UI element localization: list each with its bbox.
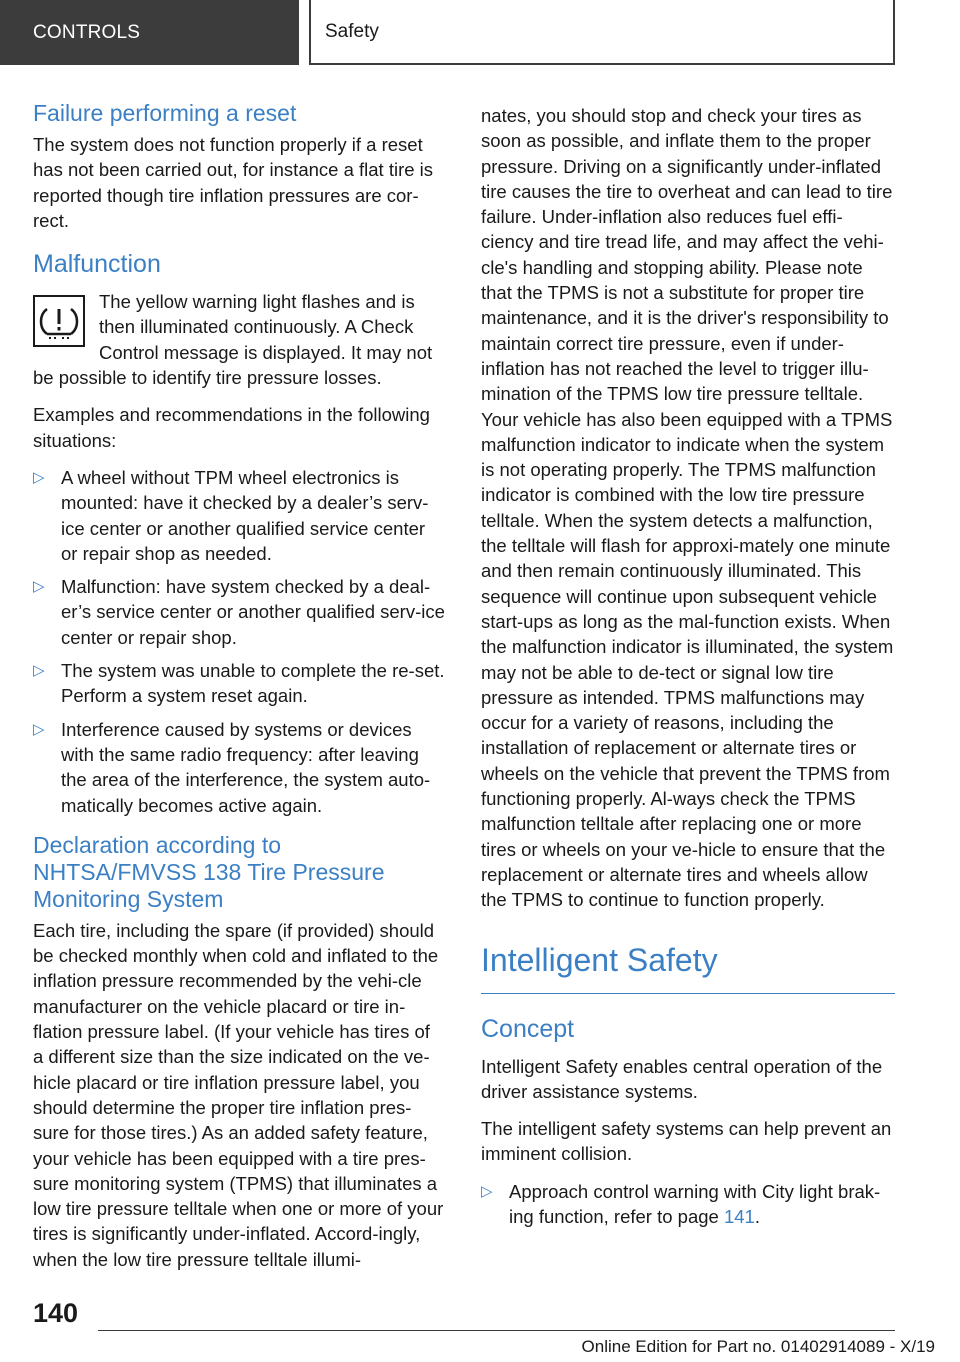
declaration-heading: Declaration according to NHTSA/FMVSS 138 Tire Pressure Monitoring System <box>33 831 385 912</box>
list-item: ▷ The system was unable to complete the re-set. Perform a system reset again. <box>33 660 445 707</box>
list-item: ▷ Interference caused by systems or devices with the same radio frequency: after leaving the area of the interference, the system auto-matically becomes active again. <box>33 718 431 816</box>
concept-paragraph-2: The intelligent safety systems can help prevent an imminent collision. <box>481 1118 892 1165</box>
header-tab-controls <box>0 0 299 65</box>
list-item: ▷ A wheel without TPM wheel electronics is mounted: have it checked by a dealer’s serv-ice center or another qualified service center or repair shop as needed. <box>33 466 429 564</box>
list-item: ▷ Malfunction: have system checked by a deal-er’s service center or another qualified serv-ice center or repair shop. <box>33 576 445 648</box>
examples-intro: Examples and recommendations in the following situations: <box>33 404 430 451</box>
triangle-bullet-icon: ▷ <box>33 578 45 596</box>
left-column <box>33 100 445 1284</box>
edition-footer: Online Edition for Part no. 01402914089 - X/19 <box>581 1337 935 1356</box>
reset-paragraph: The system does not function properly if a reset has not been carried out, for instance a flat tire is reported though tire inflation pressures are cor-rect. <box>33 134 434 231</box>
malfunction-block <box>33 289 445 390</box>
triangle-bullet-icon: ▷ <box>481 1182 493 1200</box>
declaration-paragraph: Each tire, including the spare (if provided) should be checked monthly when cold and inflated to the inflation pressure recommended by the vehi-cle manufacturer on the vehicle placard or tire in-flation pressure label. (If your vehicle has tires of a different size than the size indicated on the ve-hicle placard or tire inflation pressure label, you should determine the proper tire inflation pres-sure for those tires.) As an added safety feature, your vehicle has been equipped with a tire pres-sure monitoring system (TPMS) that illuminates a low tire pressure telltale when one or more of your tires is significantly under-inflated. Accord-ingly, when the low tire pressure telltale illumi- <box>33 919 444 1270</box>
page-reference-link[interactable]: 141 <box>723 1205 755 1227</box>
concept-paragraph-1: Intelligent Safety enables central operation of the driver assistance systems. <box>481 1055 883 1102</box>
header-tab-label: CONTROLS <box>33 21 141 43</box>
malfunction-bullet-list <box>33 465 445 818</box>
header-section <box>311 0 895 65</box>
triangle-bullet-icon: ▷ <box>33 468 45 486</box>
concept-bullet-list <box>481 1179 895 1230</box>
concept-heading: Concept <box>481 1014 575 1043</box>
declaration-continued-paragraph: nates, you should stop and check your tires as soon as possible, and inflate them to the proper pressure. Driving on a significantly under-inflated tire causes the tire to overheat and can lead to tire failure. Under-inflation also reduces fuel effi-ciency and tire tread life, and may affect the vehi-cle's handling and stopping ability. Please note that the TPMS is not a substitute for proper tire maintenance, and it is the driver's responsibility to maintain correct tire pressure, even if under-inflation has not reached the level to trigger illu-mination of the TPMS low tire pressure telltale. Your vehicle has also been equipped with a TPMS malfunction indicator to indicate when the system is not operating properly. The TPMS malfunction indicator is combined with the low tire pressure telltale. When the system detects a malfunction, the telltale will flash for approxi-mately one minute and then remain continuously illuminated. This sequence will continue upon subsequent vehicle start-ups as long as the mal-function exists. When the malfunction indicator is illuminated, the system may not be able to de-tect or signal low tire pressure as intended. TPMS malfunctions may occur for a variety of reasons, including the installation of replacement or alternate tires or wheels on the vehicle that prevent the TPMS from functioning properly. Al-ways check the TPMS malfunction telltale after replacing one or more tires or wheels on your ve-hicle to ensure that the replacement or alternate tires and wheels allow the TPMS to continue to function properly. <box>481 105 894 911</box>
reset-heading: Failure performing a reset <box>33 100 297 126</box>
header-section-label: Safety <box>325 20 379 42</box>
heading-rule <box>481 993 895 994</box>
footer-rule <box>98 1330 895 1331</box>
malfunction-paragraph: The yellow warning light flashes and is then illuminated continuously. A Check Control message is displayed. It may not be possible to identify tire pressure losses. <box>33 291 433 389</box>
triangle-bullet-icon: ▷ <box>33 720 45 738</box>
right-column <box>481 100 895 1241</box>
tire-pressure-warning-icon <box>33 295 85 347</box>
intelligent-safety-heading: Intelligent Safety <box>481 941 718 978</box>
malfunction-heading: Malfunction <box>33 250 161 279</box>
list-item: ▷ Approach control warning with City light brak-ing function, refer to page 141. <box>481 1180 881 1227</box>
page-number: 140 <box>33 1298 79 1328</box>
triangle-bullet-icon: ▷ <box>33 662 45 680</box>
